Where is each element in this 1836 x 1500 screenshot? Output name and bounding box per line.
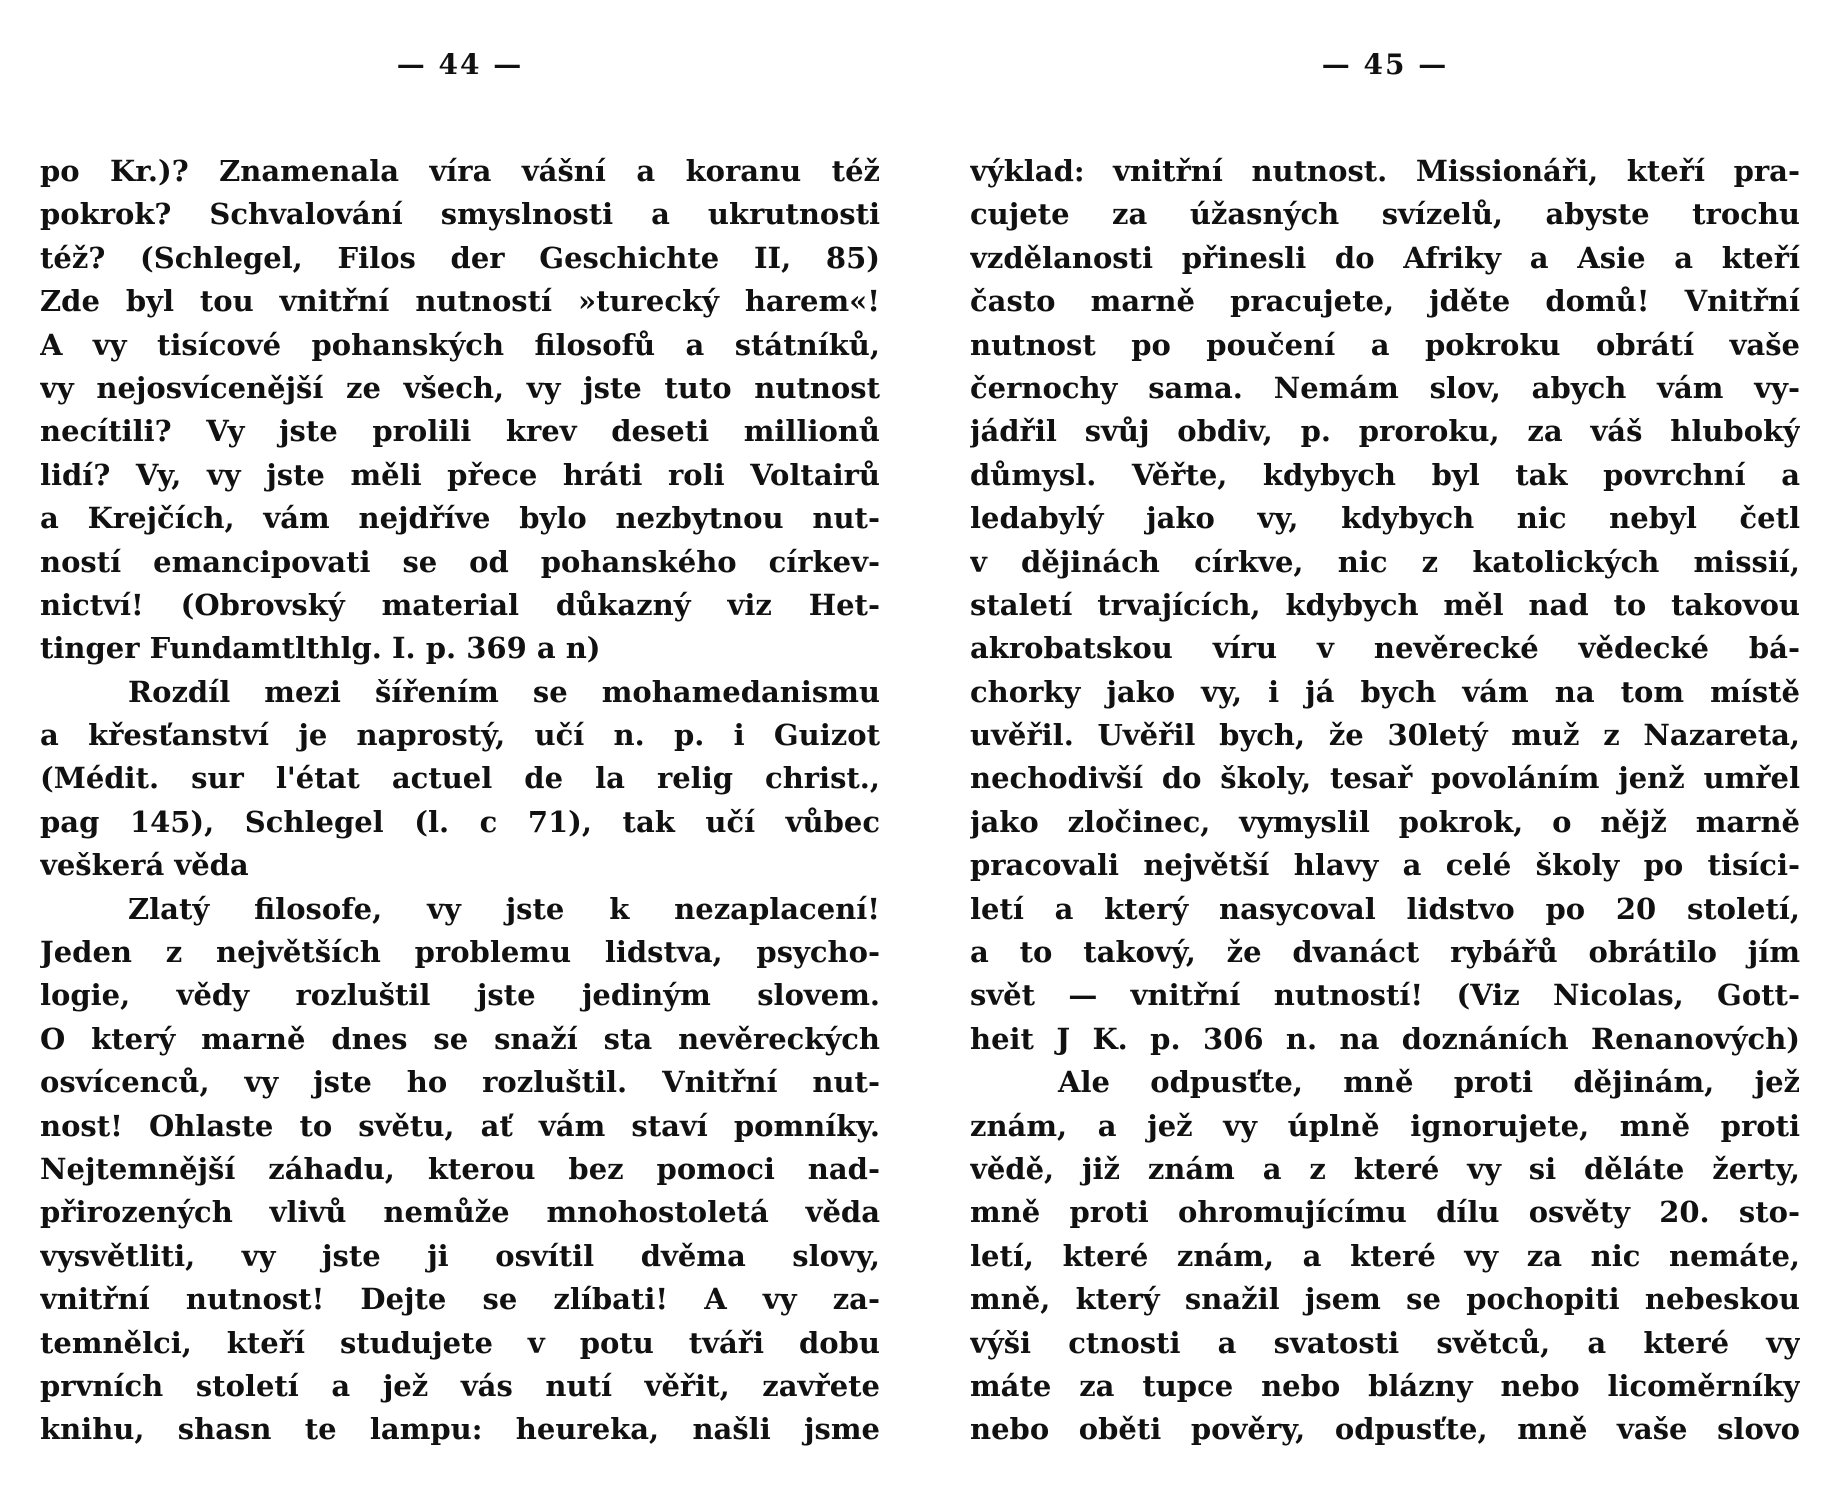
text-line: letí, které znám, a které vy za nic nemáte,: [970, 1238, 1800, 1273]
text-line: přirozených vlivů nemůže mnohostoletá věda: [40, 1195, 880, 1230]
text-line: a Krejčích, vám nejdříve bylo nezbytnou nut-: [40, 501, 880, 536]
text-line: vy nejosvícenější ze všech, vy jste tuto nutnost: [40, 370, 880, 405]
text-line: též? (Schlegel, Filos der Geschichte II, 85): [40, 240, 880, 275]
text-line: temnělci, kteří studujete v potu tváři dobu: [40, 1325, 880, 1360]
text-line: mně, který snažil jsem se pochopiti nebeskou: [970, 1282, 1800, 1317]
text-line: pokrok? Schvalování smyslnosti a ukrutnosti: [40, 197, 880, 232]
text-line: ností emancipovati se od pohanského církev-: [40, 544, 880, 579]
text-line: a to takový, že dvanáct rybářů obrátilo jím: [970, 935, 1800, 970]
text-line: prvních století a jež vás nutí věřit, zavřete: [40, 1368, 880, 1403]
text-line: ledabylý jako vy, kdybych nic nebyl četl: [970, 501, 1800, 536]
text-line: veškerá věda: [40, 848, 249, 883]
text-line: (Médit. sur l'état actuel de la relig christ.,: [40, 761, 880, 796]
page-body-text: [970, 150, 1800, 1452]
text-line: důmysl. Věřte, kdybych byl tak povrchní a: [970, 457, 1800, 492]
text-line: tinger Fundamtlthlg. I. p. 369 a n): [40, 631, 601, 666]
text-line: Nejtemnější záhadu, kterou bez pomoci nad-: [40, 1151, 880, 1186]
text-line: Zde byl tou vnitřní nutností »turecký harem«!: [40, 284, 880, 319]
text-line: A vy tisícové pohanských filosofů a státníků,: [40, 327, 880, 362]
text-line: cujete za úžasných svízelů, abyste trochu: [970, 197, 1800, 232]
page-body-text: [40, 150, 880, 1452]
right-page: [970, 0, 1800, 1500]
text-line: máte za tupce nebo blázny nebo licoměrníky: [970, 1368, 1800, 1403]
page-number: — 44 —: [396, 48, 524, 81]
text-line: nebo oběti pověry, odpusťte, mně vaše slovo: [970, 1412, 1800, 1447]
text-line: letí a který nasycoval lidstvo po 20 století,: [970, 891, 1800, 926]
text-line: knihu, shasn te lampu: heureka, našli jsme: [40, 1412, 880, 1447]
text-line: černochy sama. Nemám slov, abych vám vy-: [970, 370, 1800, 405]
page-number: — 45 —: [1321, 48, 1449, 81]
text-line: nost! Ohlaste to světu, ať vám staví pomníky.: [40, 1108, 880, 1143]
text-line: jádřil svůj obdiv, p. proroku, za váš hluboký: [970, 414, 1800, 449]
text-line: necítili? Vy jste prolili krev deseti millionů: [40, 414, 880, 449]
text-line: znám, a jež vy úplně ignorujete, mně proti: [970, 1108, 1800, 1143]
text-line: staletí trvajících, kdybych měl nad to takovou: [970, 587, 1800, 622]
text-line: pracovali největší hlavy a celé školy po tisíci-: [970, 848, 1800, 883]
text-line: Jeden z největších problemu lidstva, psycho-: [40, 935, 880, 970]
text-line: vědě, již znám a z které vy si děláte žerty,: [970, 1151, 1800, 1186]
text-line: O který marně dnes se snaží sta nevěreckých: [40, 1021, 880, 1056]
text-line: Zlatý filosofe, vy jste k nezaplacení!: [128, 891, 880, 926]
text-line: vnitřní nutnost! Dejte se zlíbati! A vy za-: [40, 1282, 880, 1317]
text-line: nechodivší do školy, tesař povoláním jenž umřel: [970, 761, 1800, 796]
text-line: jako zločinec, vymyslil pokrok, o nějž marně: [970, 804, 1800, 839]
text-line: v dějinách církve, nic z katolických missií,: [970, 544, 1800, 579]
text-line: nutnost po poučení a pokroku obrátí vaše: [970, 327, 1800, 362]
text-line: lidí? Vy, vy jste měli přece hráti roli Voltairů: [40, 457, 880, 492]
text-line: pag 145), Schlegel (l. c 71), tak učí vůbec: [40, 804, 880, 839]
text-line: a křesťanství je naprostý, učí n. p. i Guizot: [40, 718, 880, 753]
text-line: akrobatskou víru v nevěrecké vědecké bá-: [970, 631, 1800, 666]
text-line: mně proti ohromujícímu dílu osvěty 20. sto-: [970, 1195, 1800, 1230]
text-line: často marně pracujete, jděte domů! Vnitřní: [970, 284, 1800, 319]
text-line: chorky jako vy, i já bych vám na tom místě: [970, 674, 1800, 709]
text-line: uvěřil. Uvěřil bych, že 30letý muž z Nazareta,: [970, 718, 1800, 753]
text-line: výši ctnosti a svatosti světců, a které vy: [970, 1325, 1800, 1360]
text-line: Rozdíl mezi šířením se mohamedanismu: [128, 674, 880, 709]
text-line: Ale odpusťte, mně proti dějinám, jež: [1058, 1065, 1800, 1100]
text-line: osvícenců, vy jste ho rozluštil. Vnitřní nut-: [40, 1065, 880, 1100]
text-line: nictví! (Obrovský material důkazný viz Het-: [40, 587, 880, 622]
text-line: po Kr.)? Znamenala víra vášní a koranu též: [40, 154, 880, 188]
text-line: vzdělanosti přinesli do Afriky a Asie a kteří: [970, 240, 1800, 275]
text-line: heit J K. p. 306 n. na doznáních Renanových): [970, 1021, 1800, 1056]
text-line: svět — vnitřní nutností! (Viz Nicolas, Gott-: [970, 978, 1800, 1013]
text-line: výklad: vnitřní nutnost. Missionáři, kteří pra-: [970, 154, 1800, 188]
text-line: vysvětliti, vy jste ji osvítil dvěma slovy,: [40, 1238, 880, 1273]
left-page: [40, 0, 880, 1500]
text-line: logie, vědy rozluštil jste jediným slovem.: [40, 978, 880, 1013]
